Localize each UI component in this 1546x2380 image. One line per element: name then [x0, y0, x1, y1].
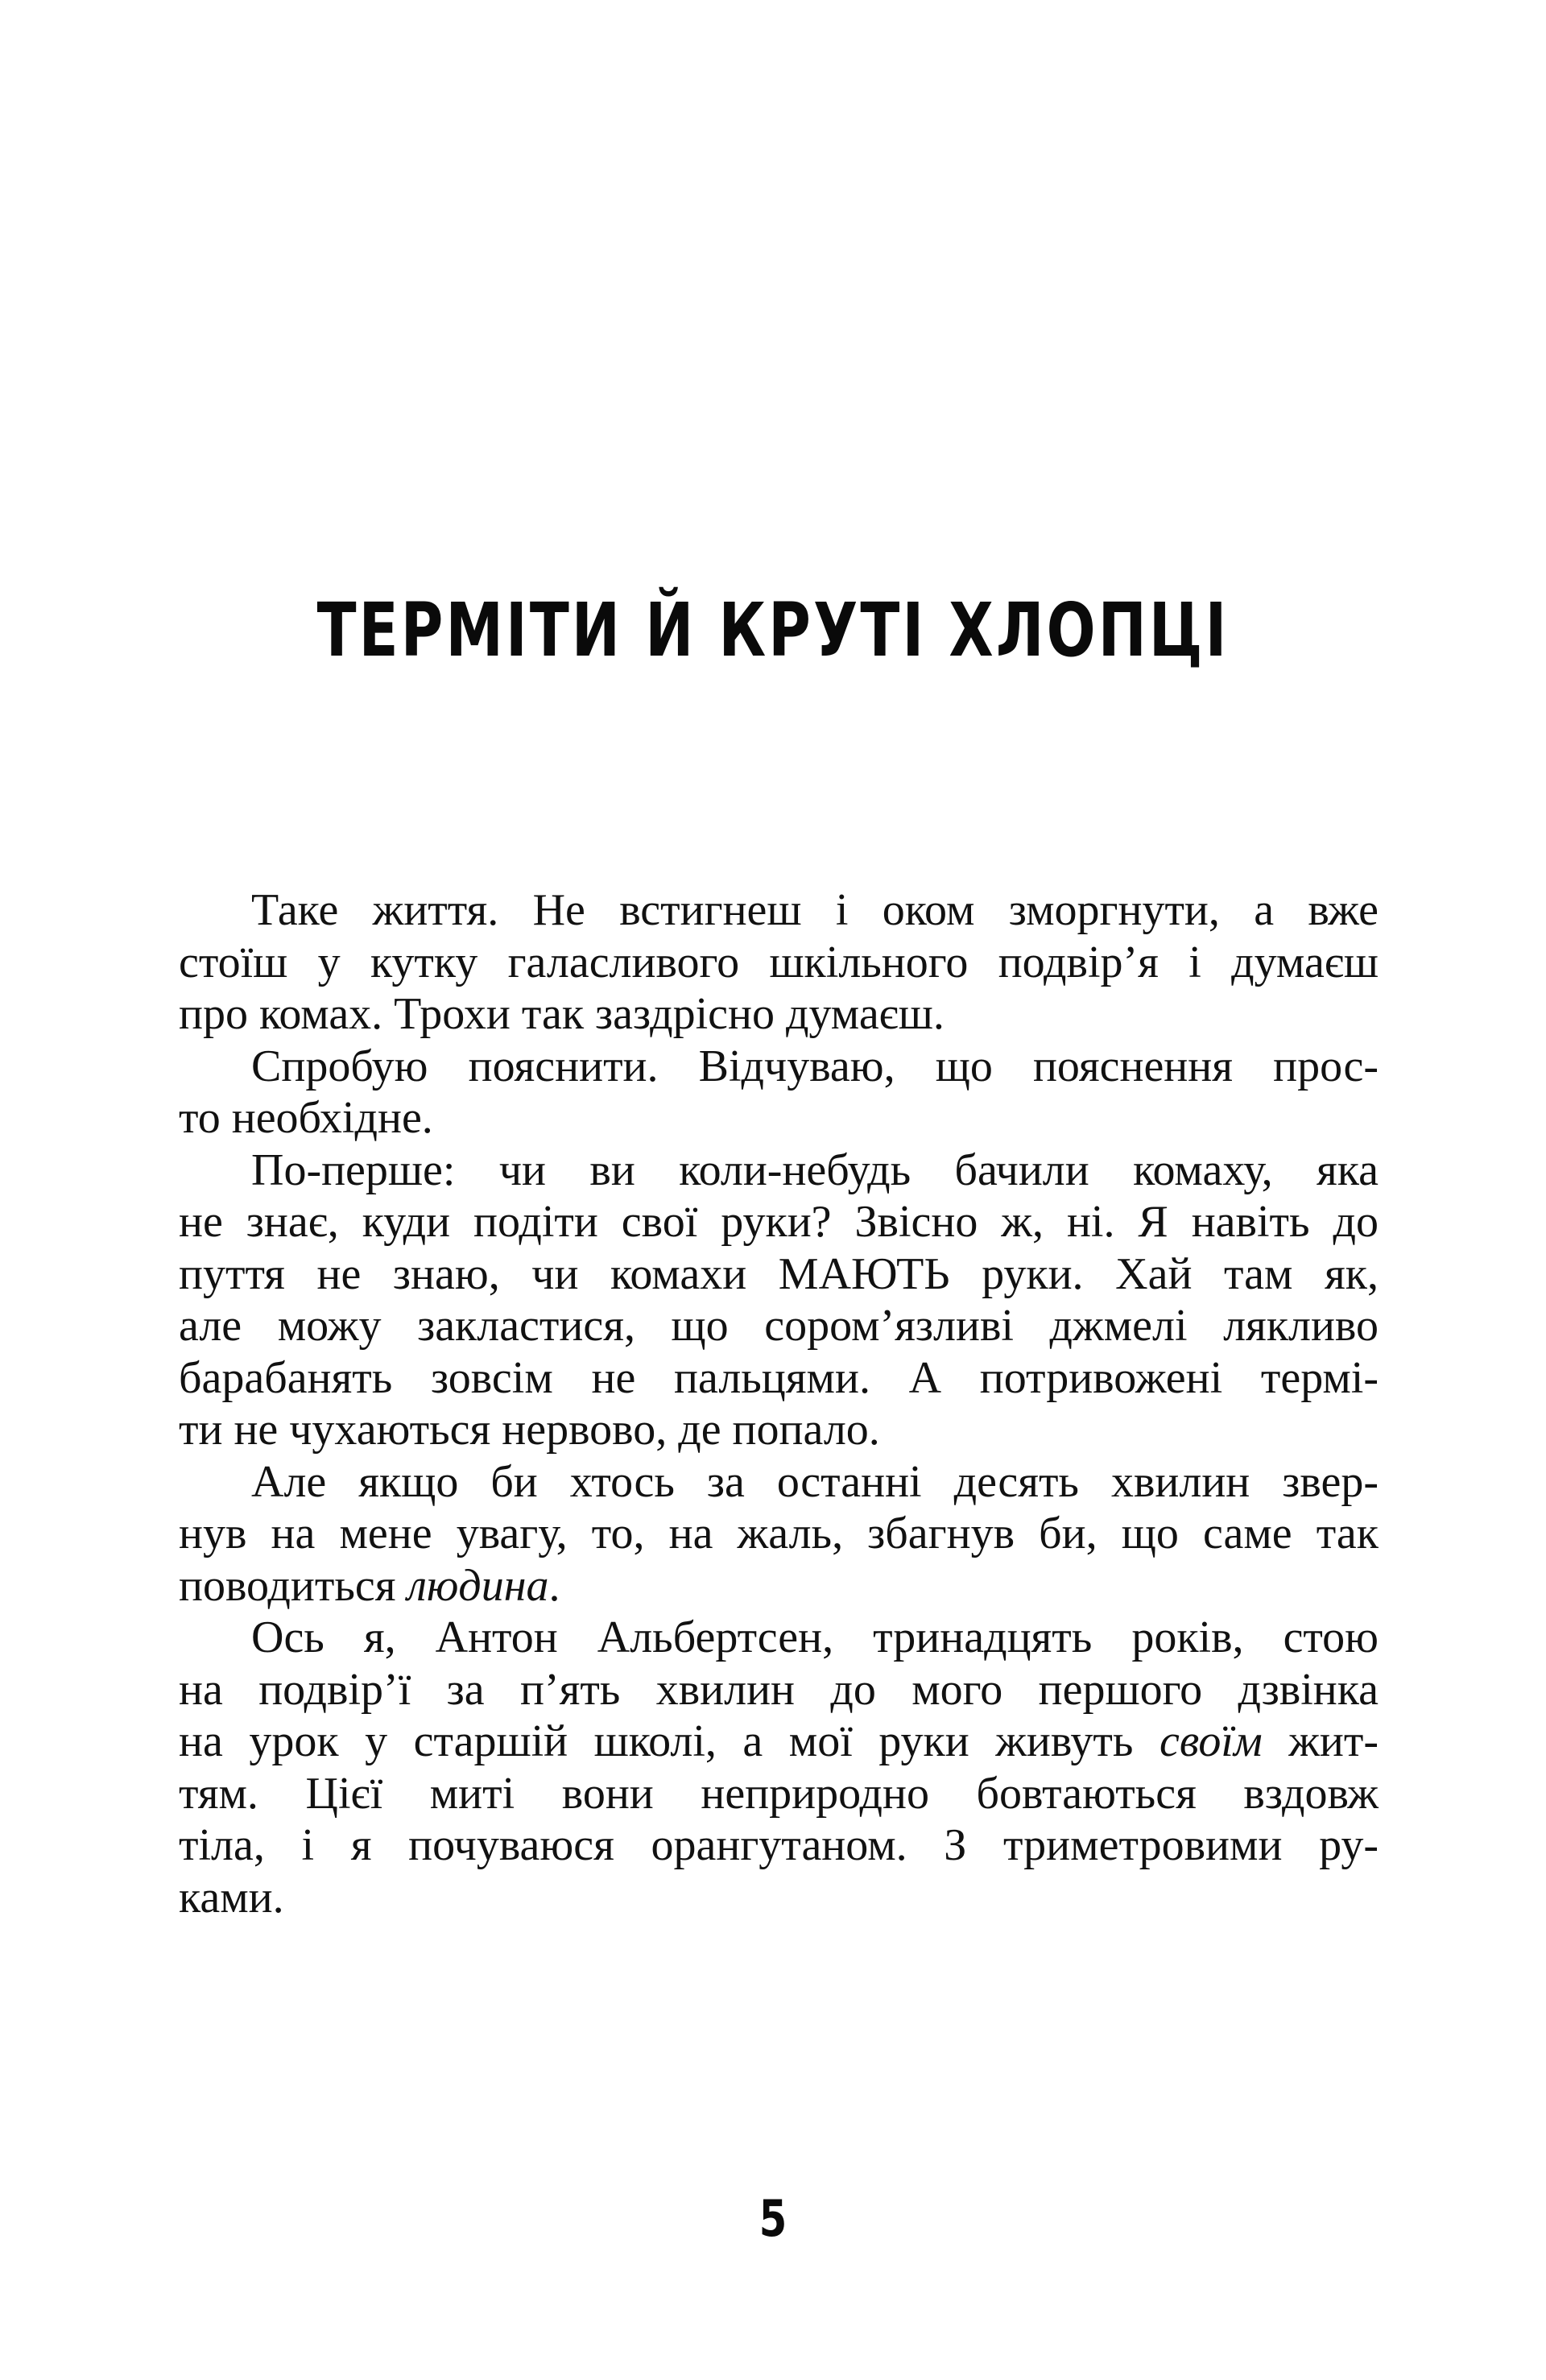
italic-emphasis: своїм [1159, 1716, 1263, 1766]
paragraph-5 [179, 1612, 1379, 1923]
text-line: не знає, куди подіти свої руки? Звісно ж, ні. Я навіть до [179, 1197, 1379, 1247]
text-line: Але якщо би хтось за останні десять хвилин звер- [251, 1456, 1379, 1507]
italic-emphasis: людина [407, 1560, 549, 1611]
text-line: Ось я, Антон Альбертсен, тринадцять років, стою [251, 1612, 1379, 1662]
text-line: про комах. Трохи так заздрісно думаєш. [179, 989, 945, 1039]
text-line: то необхідне. [179, 1093, 433, 1143]
paragraph-2 [179, 1041, 1379, 1144]
text-line: Спробую пояснити. Відчуваю, що пояснення прос- [251, 1041, 1379, 1091]
paragraph-3 [179, 1144, 1379, 1456]
text-line: тям. Цієї миті вони неприродно бовтаються вздовж [179, 1768, 1379, 1819]
text-run: жит- [1262, 1716, 1379, 1766]
text-run: на урок у старшій школі, а мої руки живуть [179, 1716, 1160, 1766]
text-line: але можу закластися, що сором’язливі джмелі лякливо [179, 1301, 1379, 1351]
text-line: пуття не знаю, чи комахи МАЮТЬ руки. Хай там як, [179, 1248, 1379, 1299]
text-run: поводиться [179, 1560, 407, 1611]
text-line: на подвір’ї за п’ять хвилин до мого першого дзвінка [179, 1664, 1379, 1715]
text-line: По-перше: чи ви коли-небудь бачили комаху, яка [251, 1144, 1379, 1195]
paragraph-1 [179, 884, 1379, 1041]
text-line: ти не чухаються нервово, де попало. [179, 1405, 880, 1455]
text-line: нув на мене увагу, то, на жаль, збагнув би, що саме так [179, 1509, 1379, 1558]
text-line: стоїш у кутку галасливого шкільного подвір’я і думаєш [179, 937, 1379, 987]
text-line [179, 1716, 1379, 1768]
paragraph-4 [179, 1456, 1379, 1612]
body-text [179, 884, 1379, 1923]
text-run: . [548, 1560, 560, 1611]
text-line: тіла, і я почуваюся орангутаном. З триметровими ру- [179, 1820, 1379, 1870]
page-number: 5 [759, 2189, 787, 2248]
text-line: Таке життя. Не встигнеш і оком зморгнути, а вже [251, 885, 1379, 935]
text-line [179, 1560, 1379, 1612]
text-line: ками. [179, 1872, 284, 1923]
chapter-title: ТЕРМІТИ Й КРУТІ ХЛОПЦІ [316, 587, 1230, 673]
text-line: барабанять зовсім не пальцями. А потривожені термі- [179, 1352, 1379, 1403]
